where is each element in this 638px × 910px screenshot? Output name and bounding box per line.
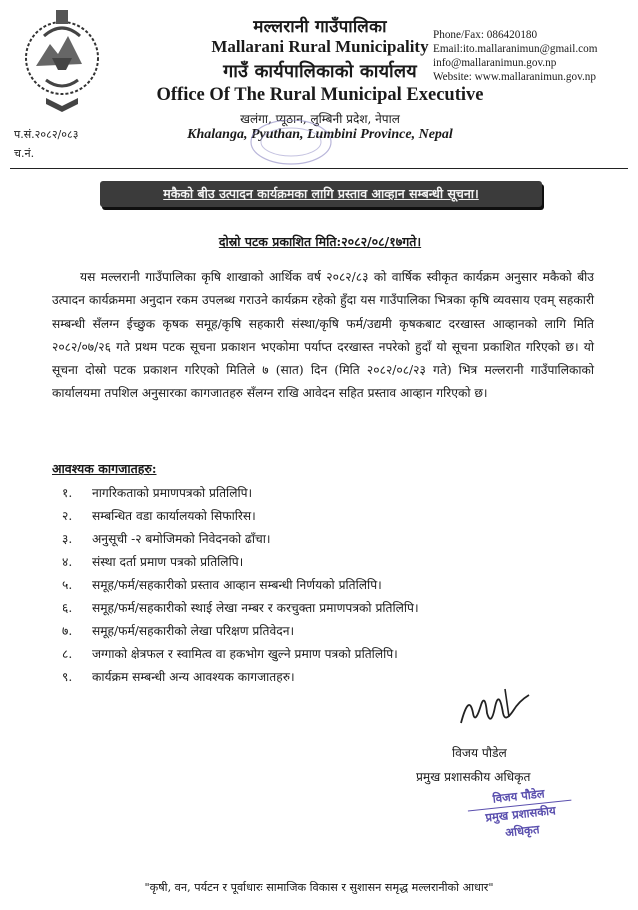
requirement-number: ९. — [62, 670, 73, 684]
stamp-title: प्रमुख प्रशासकीय अधिकृत — [484, 803, 557, 840]
signatory-stamp — [466, 783, 574, 840]
notice-body: यस मल्लरानी गाउँपालिका कृषि शाखाको आर्थिक वर्ष २०८२/८३ को वार्षिक स्वीकृत कार्यक्रम अनुसार मकैको बीउ उत्पादन कार्यक्रममा अनुदान रकम उपलब्ध गराउने कार्यक्रम रहेको हुँदा यस गाउँपालिका भित्रका कृषि व्यवसाय एवम् सहकारी सम्बन्धी सँलग्न ईच्छुक कृषक समूह/कृषि सहकारी संस्था/कृषि फर्म/उद्यमी कृषकबाट दरखास्त आव्हानको लागि मिति २०८२/०७/२६ गते प्रथम पटक सूचना प्रकाशन भएकोमा पर्याप्त दरखास्त नपरेको हुदाँ यो सूचना प्रकाशित गरिएको छ। यो सूचना दोस्रो पटक प्रकाशन गरिएको मितिले ७ (सात) दिन (मिति २०८२/०८/२३ गते) भित्र मल्लरानी गाउँपालिकाको कार्यालयमा तपशिल अनुसारका कागजातहरु सँलग्न राखि आवेदन सहित प्रस्ताव आव्हान गरिएको छ। — [52, 270, 594, 401]
office-name-np: गाउँ कार्यपालिकाको कार्यालय — [223, 61, 417, 82]
stamp-name: विजय पौडेल — [466, 783, 571, 812]
municipality-name-np: मल्लरानी गाउँपालिका — [253, 17, 387, 37]
requirement-number: ३. — [62, 532, 73, 546]
header-divider — [10, 168, 628, 169]
requirement-text: समूह/फर्म/सहकारीको प्रस्ताव आव्हान सम्बन्धी निर्णयको प्रतिलिपि। — [92, 578, 382, 592]
requirement-item — [62, 576, 382, 593]
requirement-text: संस्था दर्ता प्रमाण पत्रको प्रतिलिपि। — [92, 555, 244, 569]
requirement-number: ७. — [62, 624, 73, 638]
requirement-item — [62, 645, 398, 662]
requirement-text: समूह/फर्म/सहकारीको स्थाई लेखा नम्बर र करचुक्ता प्रमाणपत्रको प्रतिलिपि। — [92, 601, 419, 615]
requirement-number: १. — [62, 486, 73, 500]
requirement-text: समूह/फर्म/सहकारीको लेखा परिक्षण प्रतिवेदन। — [92, 624, 295, 638]
requirement-item — [62, 553, 243, 570]
notice-title: मकैको बीउ उत्पादन कार्यक्रमका लागि प्रस्ताव आव्हान सम्बन्धी सूचना। — [163, 186, 479, 201]
requirement-text: जग्गाको क्षेत्रफल र स्वामित्व वा हकभोग खुल्ने प्रमाण पत्रको प्रतिलिपि। — [92, 647, 398, 661]
publication-date: दोस्रो पटक प्रकाशित मिति:२०८२/०८/१७गते। — [218, 234, 422, 249]
contact-website: Website: www.mallaranimun.gov.np — [433, 71, 596, 83]
signatory-title: प्रमुख प्रशासकीय अधिकृत — [416, 770, 531, 784]
requirement-item — [62, 484, 252, 501]
requirement-number: ६. — [62, 601, 73, 615]
contact-email1: Email:ito.mallaranimun@gmail.com — [433, 43, 598, 55]
requirement-text: अनुसूची -२ बमोजिमको निवेदनको ढाँचा। — [92, 532, 271, 546]
requirement-text: नागरिकताको प्रमाणपत्रको प्रतिलिपि। — [92, 486, 253, 500]
footer-motto: "कृषी, वन, पर्यटन र पूर्वाधारः सामाजिक विकास र सुशासन समृद्ध मल्लरानीको आधार" — [144, 881, 494, 894]
contact-block — [433, 28, 633, 84]
contact-phone: Phone/Fax: 086420180 — [433, 29, 538, 41]
requirement-item — [62, 507, 256, 524]
office-name-en: Office Of The Rural Municipal Executive — [156, 85, 484, 105]
municipality-name-en: Mallarani Rural Municipality — [211, 37, 429, 56]
requirement-text: सम्बन्धित वडा कार्यालयको सिफारिस। — [92, 509, 256, 523]
signatory-name: विजय पौडेल — [452, 746, 507, 760]
handwritten-signature — [455, 683, 535, 731]
address-en: Khalanga, Pyuthan, Lumbini Province, Nepal — [187, 127, 453, 142]
chalani-number: च.नं. — [14, 147, 35, 160]
government-emblem — [16, 6, 108, 116]
requirement-item — [62, 530, 271, 547]
requirement-number: ५. — [62, 578, 73, 592]
address-np: खलंगा, प्यूठान, लुम्बिनी प्रदेश, नेपाल — [240, 112, 400, 126]
office-seal-stamp — [232, 120, 350, 170]
requirement-text: कार्यक्रम सम्बन्धी अन्य आवश्यक कागजातहरु। — [92, 670, 295, 684]
patra-sankhya: प.सं.२०८२/०८३ — [14, 128, 79, 141]
requirement-item — [62, 622, 294, 639]
requirement-item — [62, 668, 295, 685]
requirement-item — [62, 599, 419, 616]
requirement-number: २. — [62, 509, 73, 523]
contact-email2: info@mallaranimun.gov.np — [433, 57, 557, 69]
requirement-number: ८. — [62, 647, 73, 661]
requirements-heading: आवश्यक कागजातहरु: — [52, 461, 157, 476]
requirement-number: ४. — [62, 555, 73, 569]
